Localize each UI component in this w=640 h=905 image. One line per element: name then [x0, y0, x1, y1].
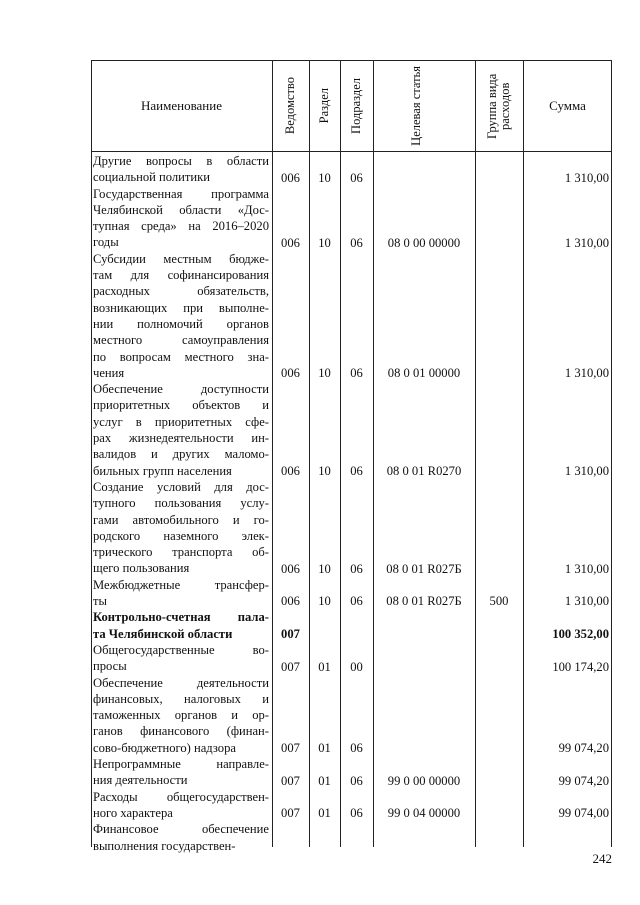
- row-podrazdel: 06: [350, 806, 363, 821]
- row-razdel: 01: [318, 741, 331, 756]
- row-name: [93, 642, 269, 675]
- row-razdel: 10: [318, 594, 331, 609]
- row-razdel: 10: [318, 561, 331, 576]
- row-name-line: щего пользования: [93, 561, 190, 576]
- header-bottom-border: [91, 151, 612, 152]
- row-vedomstvo: 007: [281, 626, 300, 641]
- table-row: [91, 789, 612, 822]
- row-name-line: гами автомобильного и го-: [93, 512, 269, 527]
- row-celevaya-statya: 08 0 01 R0270: [386, 463, 462, 478]
- row-gruppa: 500: [489, 594, 509, 609]
- row-podrazdel: 06: [350, 561, 363, 576]
- row-podrazdel: 06: [350, 741, 363, 756]
- row-name: [93, 821, 269, 854]
- row-podrazdel: 06: [350, 170, 363, 185]
- row-podrazdel: 06: [350, 463, 363, 478]
- row-name-line: ного характера: [93, 805, 173, 820]
- row-summa: 1 310,00: [564, 463, 609, 478]
- row-razdel: 01: [318, 659, 331, 674]
- row-name: [93, 381, 269, 479]
- row-name-line: расходных обязательств,: [93, 284, 269, 299]
- header-summa: Сумма: [549, 97, 586, 113]
- header-gruppa-vida-rashodov: Группа вида расходов: [485, 72, 512, 139]
- row-name: [93, 609, 269, 642]
- row-name-line: приоритетных объектов и: [93, 398, 269, 413]
- row-name-line: рах жизнедеятельности ин-: [93, 431, 269, 446]
- row-name: [93, 577, 269, 610]
- row-name-line: Субсидии местным бюдже-: [93, 251, 269, 266]
- row-celevaya-statya: 08 0 01 R027Б: [386, 594, 462, 609]
- row-vedomstvo: 006: [281, 235, 300, 250]
- table-row: [91, 675, 612, 757]
- row-celevaya-statya: 08 0 01 00000: [387, 366, 461, 381]
- row-summa: 1 310,00: [564, 235, 609, 250]
- row-name: [93, 789, 269, 822]
- row-summa: 1 310,00: [564, 561, 609, 576]
- row-vedomstvo: 006: [281, 594, 300, 609]
- row-name-line: местного самоуправления: [93, 333, 269, 348]
- row-summa: 100 174,20: [552, 659, 609, 674]
- row-name-line: Государственная программа: [93, 186, 269, 201]
- row-name-line: родского наземного элек-: [93, 528, 269, 543]
- row-name-line: ганов финансового (финан-: [93, 724, 269, 739]
- row-razdel: 10: [318, 235, 331, 250]
- row-summa: 99 074,20: [558, 773, 609, 788]
- row-name-line: выполнения государствен-: [93, 838, 236, 853]
- row-celevaya-statya: 08 0 01 R027Б: [386, 561, 462, 576]
- row-vedomstvo: 007: [281, 806, 300, 821]
- row-name-line: Обеспечение доступности: [93, 382, 269, 397]
- row-summa: 1 310,00: [564, 170, 609, 185]
- row-name-line: там для софинансирования: [93, 268, 269, 283]
- row-name-line: Челябинской области «Дос-: [93, 202, 269, 217]
- row-name: [93, 479, 269, 577]
- header-celevaya-statya: Целевая статья: [409, 65, 423, 146]
- row-name-line: по вопросам местного зна-: [93, 349, 269, 364]
- row-podrazdel: 06: [350, 366, 363, 381]
- row-celevaya-statya: 99 0 00 00000: [387, 773, 461, 788]
- row-name: [93, 675, 269, 756]
- row-celevaya-statya: 08 0 00 00000: [387, 235, 461, 250]
- row-vedomstvo: 007: [281, 741, 300, 756]
- row-name-line: просы: [93, 659, 127, 674]
- page-number: 242: [592, 851, 612, 866]
- row-name-line: Обеспечение деятельности: [93, 675, 269, 690]
- table-top-border: [91, 60, 612, 61]
- row-name-line: Другие вопросы в области: [93, 154, 269, 168]
- row-vedomstvo: 007: [281, 773, 300, 788]
- row-name-line: финансовых, налоговых и: [93, 691, 269, 706]
- row-name-line: бильных групп населения: [93, 463, 232, 478]
- row-summa: 100 352,00: [552, 626, 609, 641]
- header-razdel: Раздел: [317, 87, 331, 124]
- row-summa: 1 310,00: [564, 594, 609, 609]
- row-podrazdel: 06: [350, 594, 363, 609]
- row-name-line: сово-бюджетного) надзора: [93, 740, 236, 755]
- table-row: [91, 609, 612, 642]
- row-podrazdel: 00: [350, 659, 363, 674]
- row-razdel: 10: [318, 170, 331, 185]
- row-name-line: ты: [93, 594, 107, 609]
- row-name-line: Непрограммные направле-: [93, 757, 269, 772]
- row-razdel: 10: [318, 463, 331, 478]
- row-podrazdel: 06: [350, 773, 363, 788]
- row-name-line: услуг в приоритетных сфе-: [93, 414, 269, 429]
- row-name-line: Финансовое обеспечение: [93, 822, 269, 837]
- table-row: [91, 381, 612, 479]
- row-name-line: социальной политики: [93, 170, 211, 185]
- row-name-line: тупного пользования услу-: [93, 496, 269, 511]
- row-name-line: годы: [93, 235, 119, 250]
- row-vedomstvo: 006: [281, 561, 300, 576]
- table-row: [91, 153, 612, 186]
- row-vedomstvo: 006: [281, 366, 300, 381]
- row-name-line: валидов и других маломо-: [93, 447, 269, 462]
- row-name-line: Общегосударственные во-: [93, 643, 269, 657]
- table-row: [91, 642, 612, 675]
- row-name-line: Расходы общегосударствен-: [93, 789, 269, 804]
- row-summa: 99 074,00: [558, 806, 609, 821]
- table-row: [91, 577, 612, 610]
- row-name-line: тупная среда» на 2016–2020: [93, 219, 269, 234]
- row-name-line: возникающих при выполне-: [93, 300, 269, 315]
- row-summa: 1 310,00: [564, 366, 609, 381]
- row-name: [93, 186, 269, 251]
- table-row: [91, 479, 612, 577]
- header-podrazdel: Подраздел: [349, 77, 363, 134]
- table-row: [91, 821, 612, 854]
- row-name-line: Создание условий для дос-: [93, 480, 269, 494]
- row-name: [93, 756, 269, 789]
- row-name-line: Контрольно-счетная пала-: [93, 610, 269, 625]
- row-name-line: та Челябинской области: [93, 626, 233, 641]
- row-vedomstvo: 006: [281, 463, 300, 478]
- row-summa: 99 074,20: [558, 741, 609, 756]
- row-name: [93, 153, 269, 186]
- row-name: [93, 251, 269, 381]
- header-vedomstvo: Ведомство: [283, 76, 297, 135]
- row-celevaya-statya: 99 0 04 00000: [387, 806, 461, 821]
- row-name-line: чения: [93, 365, 125, 380]
- budget-table: [91, 60, 612, 853]
- row-name-line: ния деятельности: [93, 773, 188, 788]
- row-name-line: нии полномочий органов: [93, 316, 269, 331]
- row-vedomstvo: 007: [281, 659, 300, 674]
- table-row: [91, 251, 612, 381]
- row-razdel: 01: [318, 806, 331, 821]
- row-vedomstvo: 006: [281, 170, 300, 185]
- header-name: Наименование: [141, 97, 222, 113]
- table-row: [91, 756, 612, 789]
- row-razdel: 10: [318, 366, 331, 381]
- row-podrazdel: 06: [350, 235, 363, 250]
- table-row: [91, 186, 612, 251]
- row-name-line: Межбюджетные трансфер-: [93, 577, 269, 592]
- row-name-line: таможенных органов и ор-: [93, 708, 269, 723]
- row-razdel: 01: [318, 773, 331, 788]
- row-name-line: трического транспорта об-: [93, 545, 269, 560]
